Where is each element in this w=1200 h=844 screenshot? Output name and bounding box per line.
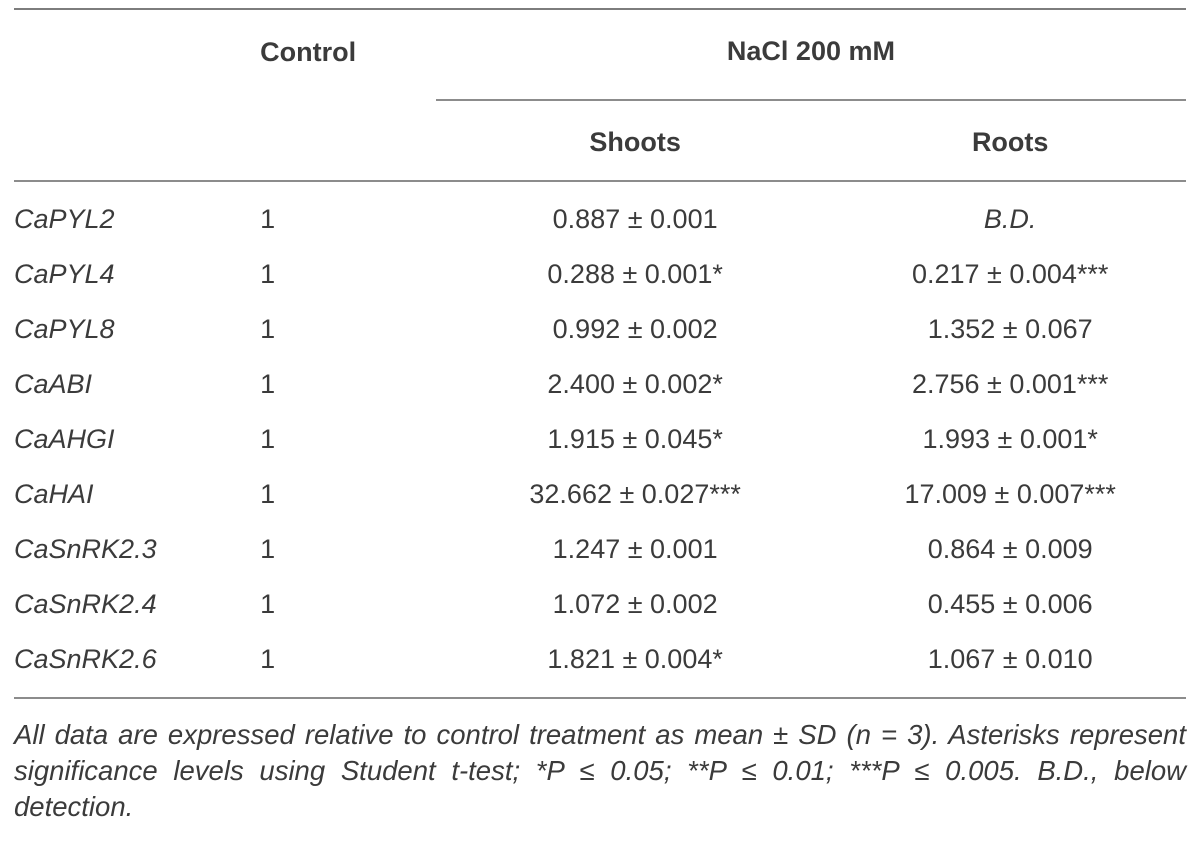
expression-table [14, 8, 1186, 699]
roots-value-cell: 1.352 ± 0.067 [927, 314, 1093, 344]
table-row [14, 467, 1186, 522]
table-row [14, 577, 1186, 632]
roots-value-cell: 0.864 ± 0.009 [927, 534, 1093, 564]
table-row [14, 181, 1186, 247]
shoots-value-cell: 0.288 ± 0.001* [547, 259, 723, 289]
header-nacl: NaCl 200 mM [436, 9, 1186, 100]
roots-value-cell: 0.455 ± 0.006 [927, 589, 1093, 619]
header-control-spacer [260, 100, 436, 181]
control-value-cell: 1 [260, 589, 276, 619]
control-value-cell: 1 [260, 369, 276, 399]
roots-value-cell: 2.756 ± 0.001*** [911, 369, 1109, 399]
table-row [14, 412, 1186, 467]
roots-value-cell: 1.067 ± 0.010 [834, 632, 1186, 698]
gene-name-cell: CaSnRK2.4 [14, 589, 157, 619]
gene-name-cell: CaABI [14, 369, 93, 399]
control-value-cell: 1 [260, 314, 276, 344]
header-shoots: Shoots [436, 100, 834, 181]
header-row-tissues [14, 100, 1186, 181]
table-row [14, 357, 1186, 412]
shoots-value-cell: 2.400 ± 0.002* [547, 369, 723, 399]
control-value-cell: 1 [260, 424, 276, 454]
control-value-cell: 1 [260, 479, 276, 509]
control-value-cell: 1 [260, 259, 276, 289]
control-value-cell: 1 [260, 632, 436, 698]
roots-value-cell: 0.217 ± 0.004*** [911, 259, 1109, 289]
gene-name-cell: CaPYL4 [14, 259, 115, 289]
table-row [14, 247, 1186, 302]
roots-value-cell: 1.993 ± 0.001* [922, 424, 1098, 454]
control-value-cell: 1 [260, 204, 276, 234]
header-gene-spacer-2 [14, 100, 260, 181]
gene-name-cell: CaAHGI [14, 424, 115, 454]
header-row-treatments [14, 9, 1186, 100]
shoots-value-cell: 32.662 ± 0.027*** [529, 479, 741, 509]
roots-value-cell: B.D. [983, 204, 1037, 234]
gene-name-cell: CaSnRK2.3 [14, 534, 157, 564]
header-control: Control [260, 36, 357, 67]
roots-value-cell: 17.009 ± 0.007*** [904, 479, 1116, 509]
table-header [14, 9, 1186, 181]
gene-name-cell: CaSnRK2.6 [14, 632, 260, 698]
shoots-value-cell: 1.247 ± 0.001 [552, 534, 718, 564]
shoots-value-cell: 1.072 ± 0.002 [552, 589, 718, 619]
shoots-value-cell: 0.992 ± 0.002 [552, 314, 718, 344]
table-body [14, 181, 1186, 698]
shoots-value-cell: 1.915 ± 0.045* [547, 424, 723, 454]
gene-name-cell: CaPYL8 [14, 314, 115, 344]
control-value-cell: 1 [260, 534, 276, 564]
gene-name-cell: CaHAI [14, 479, 94, 509]
shoots-value-cell: 1.821 ± 0.004* [436, 632, 834, 698]
table-row [14, 632, 1186, 698]
shoots-value-cell: 0.887 ± 0.001 [552, 204, 718, 234]
table-row [14, 302, 1186, 357]
gene-name-cell: CaPYL2 [14, 204, 115, 234]
table-row [14, 522, 1186, 577]
table-footnote: All data are expressed relative to control treatment as mean ± SD (n = 3). Asterisks represent significance levels using Student t-test; *P ≤ 0.05; **P ≤ 0.01; ***P ≤ 0.005. B.D., below detection. [14, 719, 1186, 822]
header-roots: Roots [834, 100, 1186, 181]
header-gene-spacer [14, 9, 260, 100]
